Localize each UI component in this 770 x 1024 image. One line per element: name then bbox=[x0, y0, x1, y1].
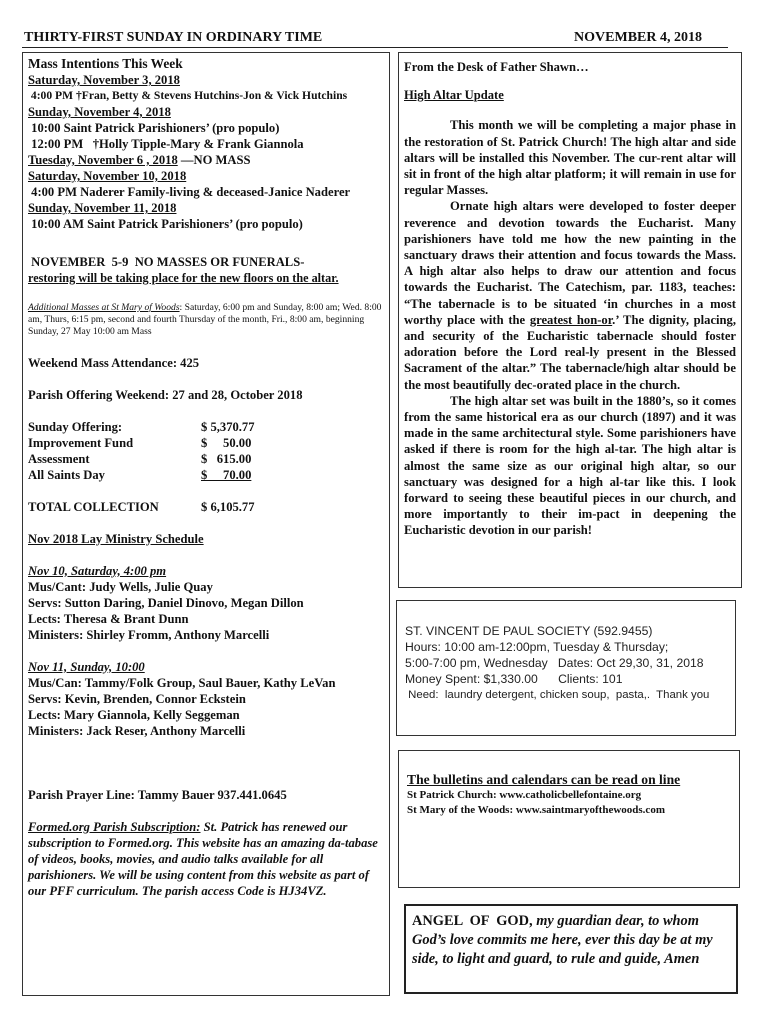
ministry-line: Ministers: Jack Reser, Anthony Marcelli bbox=[28, 723, 246, 738]
intention-day: Sunday, November 11, 2018 bbox=[28, 201, 177, 215]
desk-paragraph: The high altar set was built in the 1880’s, so it comes from the same historical era as our church (1897) and it was made in the same architectural style. Some parishioners have asked if there is room for the high al-tar. The high altar is almost the same size as our original high altar, so our sanctuary was designed for a high al-tar like this. I look forward to seeing these beautiful pieces in our church, and more importantly to their im-pact in deepening the Eucharistic devotion in our parish! bbox=[404, 393, 736, 538]
intention-day: Tuesday, November 6 , 2018 bbox=[28, 153, 178, 167]
bulletin-header bbox=[22, 30, 728, 48]
svdp-line: ST. VINCENT DE PAUL SOCIETY (592.9455) bbox=[405, 624, 653, 638]
additional-masses-text: : Saturday, 6:00 pm and Sunday, 8:00 am; Wed. 8:00 am, Thurs, 6:15 pm, second and fourth Thursday of the month, Fri., 8:00 am, beginning Sunday, 27 May 10:00 am Mass bbox=[28, 302, 382, 338]
prayer-text: my guardian dear, to whom God’s love commits me here, ever this day be at my side, to light and guard, to rule and guide, Amen bbox=[412, 913, 713, 967]
ministry-line: Lects: Theresa & Brant Dunn bbox=[28, 611, 189, 626]
website-link[interactable]: St Patrick Church: www.catholicbellefontaine.org bbox=[407, 789, 642, 801]
ministry-line: Ministers: Shirley Fromm, Anthony Marcelli bbox=[28, 627, 270, 642]
mass-attendance: Weekend Mass Attendance: 425 bbox=[28, 355, 200, 370]
bulletin-online-box bbox=[398, 750, 740, 888]
intention-entry: 10:00 AM Saint Patrick Parishioners’ (pro populo) bbox=[28, 217, 303, 231]
formed-text: St. Patrick has renewed our subscription to Formed.org. This website has an amazing da-tabase of videos, books, movies, and audio talks available for all parishioners. We will be using content from this website as part of our PFF curriculum. The parish access Code is HJ34VZ. bbox=[28, 819, 378, 898]
intention-day: Saturday, November 3, 2018 bbox=[28, 73, 180, 87]
formed-label: Formed.org Parish Subscription: bbox=[28, 819, 201, 834]
desk-heading: From the Desk of Father Shawn… bbox=[404, 60, 589, 74]
intention-entry: 10:00 Saint Patrick Parishioners’ (pro populo) bbox=[28, 121, 280, 135]
desk-paragraph: This month we will be completing a major phase in the restoration of St. Patrick Church! The high altar and side altars will be installed this November. The cur-rent altar will sit in front of the high altar platform; it will remain in use for regular Masses. bbox=[404, 118, 736, 198]
formed-notice bbox=[28, 819, 384, 899]
ministry-line: Servs: Kevin, Brenden, Connor Eckstein bbox=[28, 691, 246, 706]
svdp-line: Hours: 10:00 am-12:00pm, Tuesday & Thursday; bbox=[405, 640, 669, 654]
liturgical-title: THIRTY-FIRST SUNDAY IN ORDINARY TIME bbox=[24, 30, 323, 45]
bulletin-online-title: The bulletins and calendars can be read on line bbox=[407, 772, 681, 787]
finance-row: Sunday Offering: $ 5,370.77 bbox=[28, 419, 255, 434]
mass-intentions-title: Mass Intentions This Week bbox=[28, 56, 183, 71]
prayer-caps: ANGEL OF GOD, bbox=[412, 913, 533, 929]
desk-subheading: High Altar Update bbox=[404, 88, 504, 103]
angel-prayer-box bbox=[404, 904, 738, 994]
ministry-title: Nov 2018 Lay Ministry Schedule bbox=[28, 531, 204, 546]
intention-entry: 4:00 PM Naderer Family-living & deceased-Janice Naderer bbox=[28, 185, 351, 199]
bulletin-date: NOVEMBER 4, 2018 bbox=[574, 30, 702, 45]
no-masses-notice-detail: restoring will be taking place for the new floors on the altar. bbox=[28, 271, 339, 285]
svdp-line: Money Spent: $1,330.00 Clients: 101 bbox=[405, 672, 623, 686]
no-masses-notice: NOVEMBER 5-9 NO MASSES OR FUNERALS- bbox=[28, 255, 305, 269]
total-collection-row: TOTAL COLLECTION $ 6,105.77 bbox=[28, 499, 255, 514]
desk-paragraph: Ornate high altars were developed to foster deeper reverence and devotion towards the Eucharist. Many parishioners have told me how the new painting in the sanctuary draws their attention and focus towards the Mass. A high altar also helps to draw our attention and focus towards the Eucharist. The Catechism, par. 1183, teaches: “The tabernacle is to be situated ‘in churches in a most worthy place with the greatest hon-or.’ The dignity, placing, and security of the Eucharistic tabernacle should foster adoration before the Lord real-ly present in the Blessed Sacrament of the altar.” The tabernacle/high altar should be the most beautifully dec-orated place in the church. bbox=[404, 199, 737, 392]
no-mass-note: —NO MASS bbox=[177, 153, 251, 167]
ministry-line: Mus/Cant: Judy Wells, Julie Quay bbox=[28, 579, 213, 594]
ministry-date: Nov 11, Sunday, 10:00 bbox=[28, 659, 145, 674]
intention-entry: 12:00 PM †Holly Tipple-Mary & Frank Giannola bbox=[28, 137, 304, 151]
ministry-date: Nov 10, Saturday, 4:00 pm bbox=[28, 563, 167, 578]
svdp-line: Need: laundry detergent, chicken soup, pasta,. Thank you bbox=[405, 689, 710, 701]
intention-day: Sunday, November 4, 2018 bbox=[28, 105, 171, 119]
additional-masses-label: Additional Masses at St Mary of Woods bbox=[28, 302, 180, 313]
intention-entry: 4:00 PM †Fran, Betty & Stevens Hutchins-Jon & Vick Hutchins bbox=[28, 89, 348, 102]
offering-weekend: Parish Offering Weekend: 27 and 28, October 2018 bbox=[28, 387, 303, 402]
ministry-line: Lects: Mary Giannola, Kelly Seggeman bbox=[28, 707, 240, 722]
website-link[interactable]: St Mary of the Woods: www.saintmaryofthewoods.com bbox=[407, 804, 665, 816]
svdp-box bbox=[396, 600, 736, 736]
finance-row: Improvement Fund $ 50.00 bbox=[28, 435, 252, 450]
prayer-line: Parish Prayer Line: Tammy Bauer 937.441.0645 bbox=[28, 787, 287, 802]
left-column bbox=[22, 52, 390, 996]
finance-row: Assessment $ 615.00 bbox=[28, 451, 252, 466]
ministry-line: Mus/Can: Tammy/Folk Group, Saul Bauer, Kathy LeVan bbox=[28, 675, 336, 690]
desk-article bbox=[398, 52, 742, 588]
ministry-line: Servs: Sutton Daring, Daniel Dinovo, Megan Dillon bbox=[28, 595, 304, 610]
finance-row: All Saints Day $ 70.00 bbox=[28, 467, 252, 482]
svdp-line: 5:00-7:00 pm, Wednesday Dates: Oct 29,30, 31, 2018 bbox=[405, 656, 704, 670]
intention-day: Saturday, November 10, 2018 bbox=[28, 169, 187, 183]
intention-day-row bbox=[28, 152, 384, 168]
additional-masses bbox=[28, 302, 384, 339]
